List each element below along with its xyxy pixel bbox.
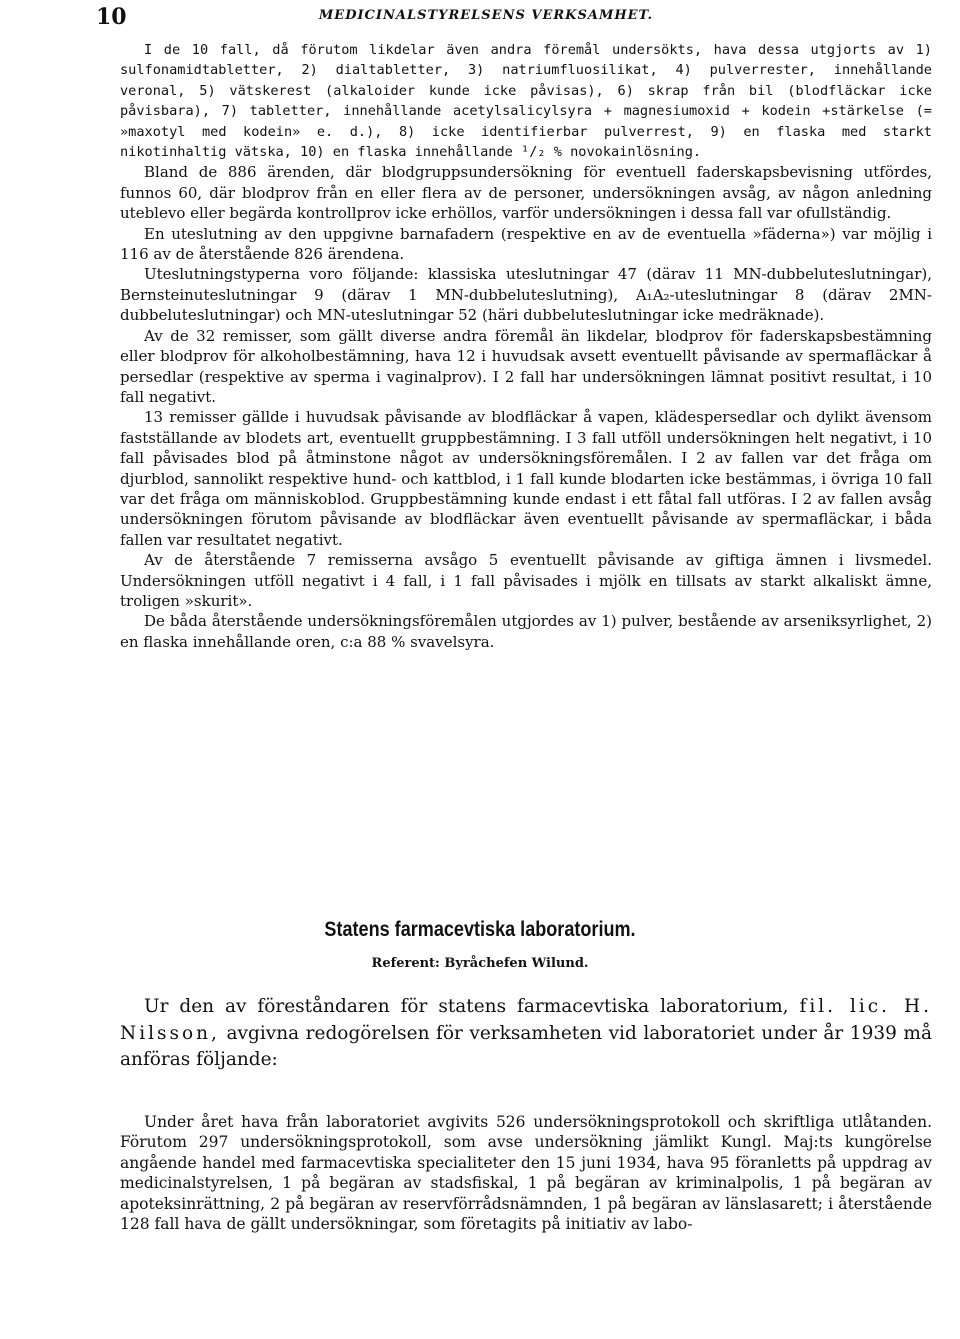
intro-after: avgivna redogörelsen för verksamheten vid laboratoriet under år 1939 må anföras följande:: [120, 1022, 932, 1070]
running-head: MEDICINALSTYRELSENS VERKSAMHET.: [318, 8, 654, 23]
paragraph: Uteslutningstyperna voro följande: klassiska uteslutningar 47 (därav 11 MN-dubbeluteslutningar), Bernsteinuteslutningar 9 (därav 1 MN-dubbeluteslutning), A₁A₂-uteslutningar 8 (därav 2MN-dubbeluteslutningar) och MN-uteslutningar 52 (häri dubbeluteslutningar icke medräknade).: [120, 265, 932, 325]
author-name: fil. lic. H. Nilsson,: [120, 996, 932, 1044]
page-number: 10: [96, 4, 127, 30]
paragraph: Av de återstående 7 remisserna avsågo 5 eventuellt påvisande av giftiga ämnen i livsmedel. Undersökningen utföll negativt i 4 fall, i 1 fall påvisades i mjölk en tillsats av starkt alkaliskt ämne, troligen »skurit».: [120, 551, 932, 610]
intro-text: [120, 994, 932, 1074]
page-header: [96, 4, 876, 28]
body-text: [120, 40, 932, 652]
paragraph: I de 10 fall, då förutom likdelar även andra föremål undersökts, hava dessa utgjorts av 1) sulfonamidtabletter, 2) dialtabletter, 3) natriumfluosilikat, 4) pulverrester, innehållande veronal, 5) vätskerest (alkaloider kunde icke påvisas), 6) skrap från bil (blodfläckar icke påvisbara), 7) tabletter, innehållande acetylsalicylsyra + magnesiumoxid + kodein +stärkelse (= »maxotyl med kodein» e. d.), 8) icke identifierbar pulverrest, 9) en flaska med starkt nikotinhaltig vätska, 10) en flaska innehållande ¹/₂ % novokainlösning.: [120, 42, 932, 161]
section-title: Statens farmacevtiska laboratorium.: [324, 918, 636, 941]
paragraph: Bland de 886 ärenden, där blodgruppsundersökning för eventuell faderskapsbevisning utfördes, funnos 60, där blodprov från en eller flera av de personer, undersökningen avsåg, av någon anledning uteblevo eller begärda kontrollprov icke erhöllos, varför undersökningen i dessa fall var ofullständig.: [120, 163, 932, 223]
paragraph: De båda återstående undersökningsföremålen utgjordes av 1) pulver, bestående av arseniksyrlighet, 2) en flaska innehållande oren, c:a 88 % svavelsyra.: [120, 612, 932, 651]
paragraph: Av de 32 remisser, som gällt diverse andra föremål än likdelar, blodprov för faderskapsbestämning eller blodprov för alkoholbestämning, hava 12 i huvudsak avsett eventuellt påvisande av spermafläckar å persedlar (respektive av sperma i vaginalprov). I 2 fall har undersökningen lämnat positivt resultat, i 10 fall negativt.: [120, 326, 932, 406]
paragraph: 13 remisser gällde i huvudsak påvisande av blodfläckar å vapen, klädespersedlar och dylikt ävensom fastställande av blodets art, eventuellt gruppbestämning. I 3 fall utföll undersökningen helt negativt, i 10 fall påvisades blod på åtminstone något av undersökningsföremålen. I 2 av fallen var det fråga om djurblod, sannolikt respektive hund- och kattblod, i 1 fall kunde blodarten icke bestämmas, i övriga 10 fall var det fråga om människoblod. Gruppbestämning kunde endast i ett fåtal fall utföras. I 2 av fallen avsåg undersökningen förutom påvisande av blodfläckar även eventuellt påvisande av spermafläckar, i båda fallen var resultatet negativt.: [120, 408, 932, 549]
paragraph: En uteslutning av den uppgivne barnafadern (respektive en av de eventuella »fäderna») var möjlig i 116 av de återstående 826 ärendena.: [120, 224, 932, 264]
section-referent: Referent: Byråchefen Wilund.: [371, 956, 589, 971]
closing-text: [120, 1112, 932, 1234]
intro-paragraph: [120, 994, 932, 1074]
intro-before: Ur den av föreståndaren för statens farmacevtiska laboratorium,: [144, 996, 789, 1017]
paragraph: Under året hava från laboratoriet avgivits 526 undersökningsprotokoll och skriftliga utlåtanden. Förutom 297 undersökningsprotokoll, som avse undersökning jämlikt Kungl. Maj:ts kungörelse angående handel med farmacevtiska specialiteter den 15 juni 1934, hava 95 föranletts på uppdrag av medicinalstyrelsen, 1 på begäran av stadsfiskal, 1 på begäran av kriminalpolis, 1 på begäran av apoteksinrättning, 2 på begäran av reservförrådsnämnden, 1 på begäran av länslasarett; i återstående 128 fall hava de gällt undersökningar, som företagits på initiativ av labo-: [120, 1113, 932, 1234]
